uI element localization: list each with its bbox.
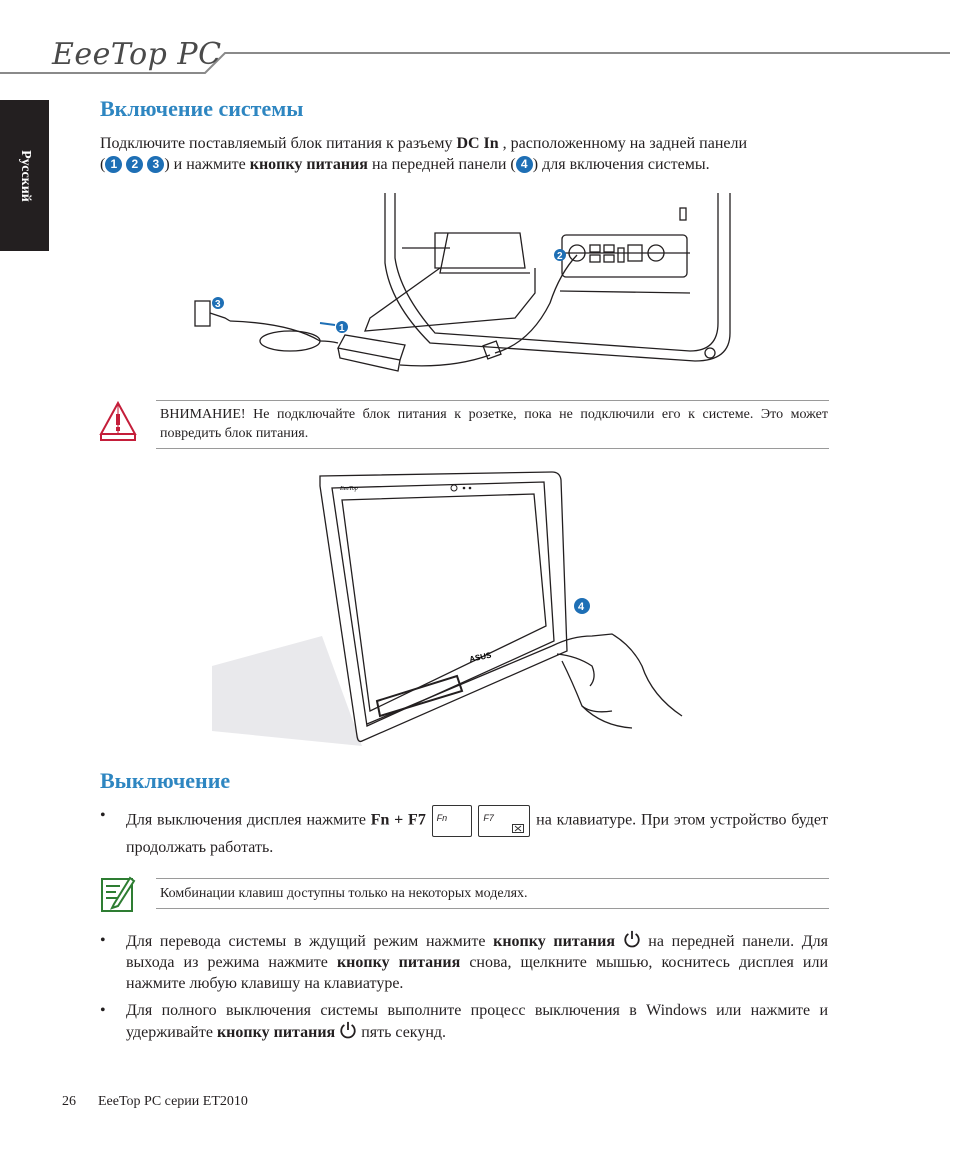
section-title-power-on: Включение системы: [100, 96, 304, 121]
warning-icon: [98, 400, 138, 442]
language-label: Русский: [17, 149, 33, 202]
fn-key-icon: Fn: [432, 805, 472, 837]
list-item: • Для полного выключения системы выполните процесс выключения в Windows или нажмите и удерживайте кнопку питания пять секунд.: [100, 1002, 828, 1041]
diagram-callout-3: 3: [215, 299, 221, 310]
callout-1: 1: [105, 156, 122, 173]
diagram-callout-2: 2: [557, 251, 563, 262]
power-icon: [623, 930, 641, 948]
warning-top-rule: [156, 400, 829, 401]
warning-text: ВНИМАНИЕ! Не подключайте блок питания к розетке, пока не подключили его к системе. Это может повредить блок питания.: [160, 407, 828, 441]
power-on-instructions: Подключите поставляемый блок питания к разъему DC In , расположенному на задней панели ( 1 2 3 ) и нажмите кнопку питания на передней панели ( 4 ) для включения системы.: [100, 135, 748, 173]
language-side-tab: [0, 100, 49, 251]
power-icon: [339, 1021, 357, 1039]
list-item: • Для перевода системы в ждущий режим нажмите кнопку питания на передней панели. Для выхода из режима нажмите кнопку питания снова, щелкните мышью, коснитесь дисплея или нажмите любую клавишу на клавиатуре.: [100, 932, 829, 992]
warning-bottom-rule: [156, 448, 829, 449]
note-icon: [100, 874, 136, 914]
note-top-rule: [156, 878, 829, 879]
power-connection-diagram: [190, 193, 735, 378]
page-number: 26: [62, 1094, 76, 1109]
front-brand-mark: EeeTop: [340, 486, 358, 492]
note-bottom-rule: [156, 908, 829, 909]
diagram-callout-1: 1: [339, 323, 345, 334]
front-power-button-diagram: [212, 466, 692, 751]
page-footer: [62, 1094, 248, 1110]
callout-4: 4: [516, 156, 533, 173]
asus-logo: ASUS: [468, 650, 493, 664]
callout-2: 2: [126, 156, 143, 173]
callout-3: 3: [147, 156, 164, 173]
section-title-power-off: Выключение: [100, 768, 231, 793]
power-off-list-1: [100, 805, 828, 858]
f7-key-icon: F7: [478, 805, 530, 837]
note-text: Комбинации клавиш доступны только на некоторых моделях.: [160, 886, 528, 901]
footer-title: EeeTop PC серии ET2010: [98, 1094, 248, 1109]
power-off-list-2: [100, 930, 828, 1043]
eeetop-logo: EeeTop PC: [52, 37, 222, 72]
diagram-callout-4: 4: [578, 601, 585, 613]
list-item: • Для выключения дисплея нажмите Fn + F7 Fn F7 на клавиатуре. При этом устройство будет продолжать работать.: [100, 807, 829, 856]
